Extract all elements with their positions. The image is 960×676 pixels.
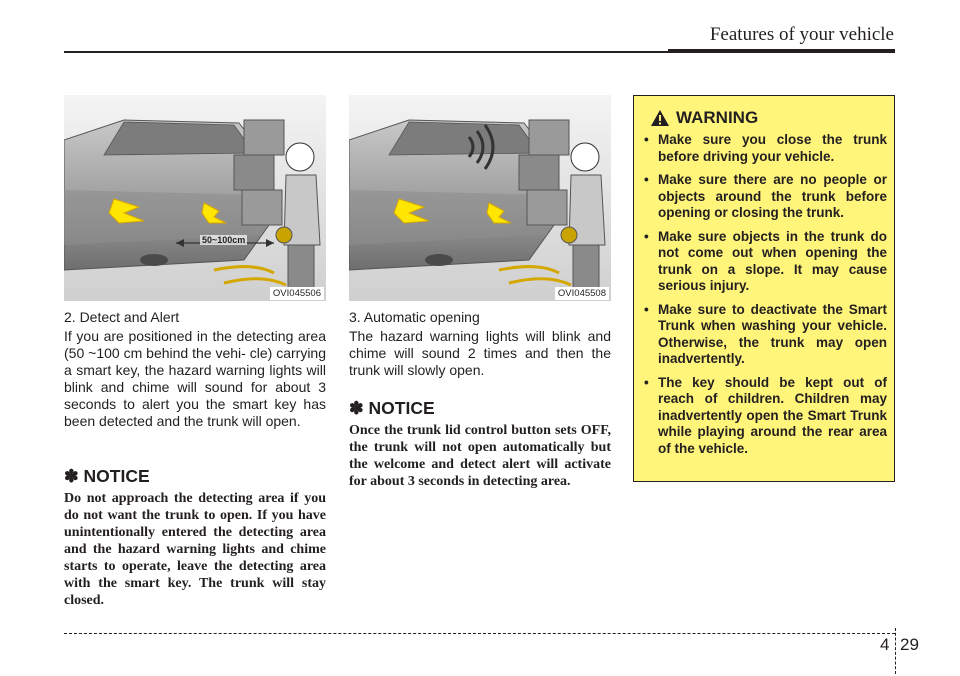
figure-code: OVI045508: [555, 287, 609, 300]
footer-separator: [895, 628, 896, 674]
figure-code: OVI045506: [270, 287, 324, 300]
warning-box: [633, 95, 895, 482]
warning-item: • Make sure there are no people or objects around the trunk before opening or closing the trunk.: [644, 172, 887, 222]
warning-list: [644, 132, 887, 464]
detect-alert-paragraph: If you are positioned in the detecting area (50 ~100 cm behind the vehi- cle) carrying a smart key, the hazard warning lights will blink and chime will sound for about 3 seconds to alert you the smart key has been detected and the trunk will open.: [64, 328, 326, 429]
figure-detect-alert: [64, 95, 326, 301]
section-heading-detect-alert: 2. Detect and Alert: [64, 309, 180, 325]
automatic-opening-illustration: [349, 95, 611, 301]
warning-triangle-icon: [650, 109, 670, 127]
warning-title: WARNING: [676, 108, 759, 127]
warning-item: • Make sure to deactivate the Smart Trunk when washing your vehicle. Otherwise, the trunk may open inadvertently.: [644, 302, 887, 368]
page-header-title: Features of your vehicle: [709, 24, 894, 45]
distance-label: 50~100cm: [202, 235, 246, 245]
figure-automatic-opening: [349, 95, 611, 301]
footer-rule: [64, 633, 895, 634]
page-number: 29: [900, 635, 919, 654]
automatic-opening-paragraph: The hazard warning lights will blink and chime will sound 2 times and then the trunk will slowly open.: [349, 328, 611, 378]
warning-item: • The key should be kept out of reach of children. Children may inadvertently open the Smart Trunk while playing around the rear area of the vehicle.: [644, 375, 887, 458]
warning-item: • Make sure you close the trunk before driving your vehicle.: [644, 132, 887, 165]
detect-alert-illustration: [64, 95, 326, 301]
notice-heading: ✽ NOTICE: [64, 466, 150, 486]
notice-paragraph: Do not approach the detecting area if you do not want the trunk to open. If you have unintentionally entered the detecting area and the hazard warning lights and chime starts to operate, leave the detecting area with the smart key. The trunk will stay closed.: [64, 491, 326, 608]
notice-heading: ✽ NOTICE: [349, 398, 435, 418]
notice-paragraph: Once the trunk lid control button sets OFF, the trunk will not open automatically but the welcome and detect alert will activate for about 3 seconds in detecting area.: [349, 423, 611, 489]
chapter-number: 4: [880, 635, 890, 654]
header-rule-accent: [668, 49, 895, 53]
warning-item: • Make sure objects in the trunk do not come out when opening the trunk on a slope. It may cause serious injury.: [644, 229, 887, 295]
section-heading-automatic-opening: 3. Automatic opening: [349, 309, 480, 325]
